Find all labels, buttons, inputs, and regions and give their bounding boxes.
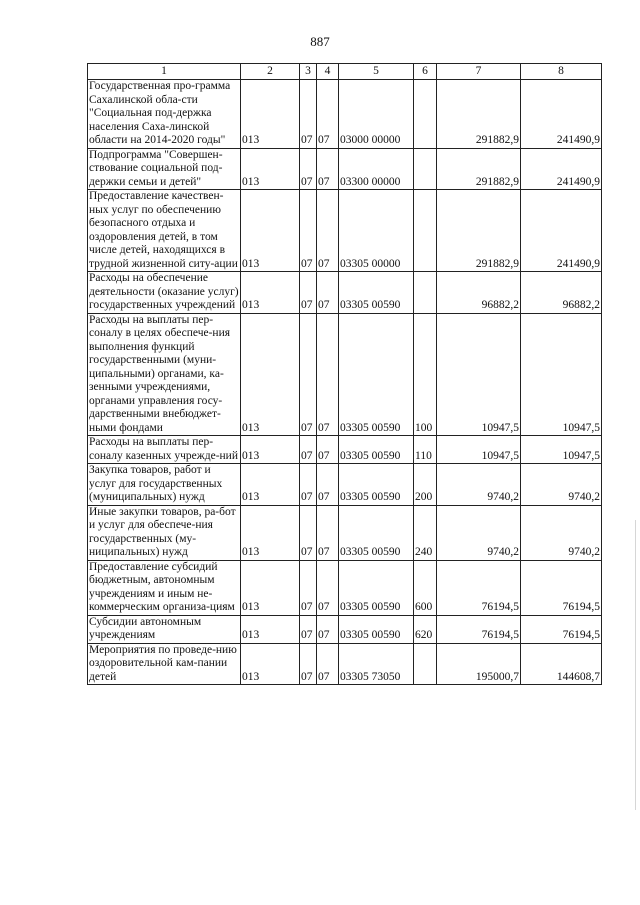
row-amount-2: 241490,9 <box>521 190 602 272</box>
row-admin-code: 013 <box>241 148 300 190</box>
row-amount-1: 9740,2 <box>437 464 521 506</box>
row-expense-type <box>414 80 437 149</box>
budget-table <box>87 63 602 685</box>
row-amount-2: 241490,9 <box>521 80 602 149</box>
col-header-3: 3 <box>300 64 317 80</box>
row-amount-1: 76194,5 <box>437 615 521 643</box>
row-expense-type: 200 <box>414 464 437 506</box>
row-amount-1: 195000,7 <box>437 643 521 685</box>
row-amount-1: 10947,5 <box>437 436 521 464</box>
row-amount-1: 96882,2 <box>437 272 521 314</box>
row-section: 07 <box>300 615 317 643</box>
row-expense-type: 620 <box>414 615 437 643</box>
row-amount-1: 76194,5 <box>437 560 521 615</box>
row-amount-2: 10947,5 <box>521 436 602 464</box>
row-section: 07 <box>300 80 317 149</box>
row-admin-code: 013 <box>241 190 300 272</box>
table-row <box>88 272 602 314</box>
row-section: 07 <box>300 643 317 685</box>
row-amount-2: 76194,5 <box>521 560 602 615</box>
col-header-8: 8 <box>521 64 602 80</box>
row-expense-type: 110 <box>414 436 437 464</box>
row-amount-2: 96882,2 <box>521 272 602 314</box>
col-header-4: 4 <box>317 64 339 80</box>
row-subsection: 07 <box>317 313 339 436</box>
row-name: Иные закупки товаров, ра-бот и услуг для обеспече-ния государственных (му-ниципальных) нужд <box>88 505 241 560</box>
row-admin-code: 013 <box>241 643 300 685</box>
row-name: Подпрограмма "Совершен-ствование социальной под-держки семьи и детей" <box>88 148 241 190</box>
header-row <box>88 64 602 80</box>
col-header-7: 7 <box>437 64 521 80</box>
row-subsection: 07 <box>317 436 339 464</box>
row-subsection: 07 <box>317 560 339 615</box>
row-target-article: 03305 00000 <box>339 190 414 272</box>
row-name: Предоставление субсидий бюджетным, автономным учреждениям и иным не-коммерческим организа-циям <box>88 560 241 615</box>
row-target-article: 03305 00590 <box>339 313 414 436</box>
scan-edge-mark <box>635 520 636 810</box>
row-target-article: 03305 00590 <box>339 464 414 506</box>
row-name: Субсидии автономным учреждениям <box>88 615 241 643</box>
row-section: 07 <box>300 560 317 615</box>
table-row <box>88 148 602 190</box>
row-target-article: 03305 00590 <box>339 560 414 615</box>
row-subsection: 07 <box>317 464 339 506</box>
row-target-article: 03300 00000 <box>339 148 414 190</box>
row-amount-2: 144608,7 <box>521 643 602 685</box>
row-amount-2: 241490,9 <box>521 148 602 190</box>
table-row <box>88 505 602 560</box>
row-target-article: 03000 00000 <box>339 80 414 149</box>
table-row <box>88 464 602 506</box>
row-expense-type: 240 <box>414 505 437 560</box>
row-subsection: 07 <box>317 272 339 314</box>
row-subsection: 07 <box>317 80 339 149</box>
row-name: Государственная про-грамма Сахалинской обла-сти "Социальная под-держка населения Саха-линской области на 2014-2020 годы" <box>88 80 241 149</box>
row-amount-2: 9740,2 <box>521 464 602 506</box>
row-expense-type <box>414 148 437 190</box>
table-row <box>88 615 602 643</box>
row-name: Закупка товаров, работ и услуг для государственных (муниципальных) нужд <box>88 464 241 506</box>
row-admin-code: 013 <box>241 272 300 314</box>
row-amount-2: 76194,5 <box>521 615 602 643</box>
row-name: Предоставление качествен-ных услуг по обеспечению безопасного отдыха и оздоровления детей, в том числе детей, находящихся в трудной жизненной ситу-ации <box>88 190 241 272</box>
row-amount-1: 291882,9 <box>437 148 521 190</box>
row-target-article: 03305 00590 <box>339 436 414 464</box>
row-expense-type <box>414 272 437 314</box>
row-subsection: 07 <box>317 190 339 272</box>
row-amount-1: 291882,9 <box>437 190 521 272</box>
row-target-article: 03305 00590 <box>339 272 414 314</box>
row-admin-code: 013 <box>241 615 300 643</box>
row-section: 07 <box>300 464 317 506</box>
row-amount-1: 291882,9 <box>437 80 521 149</box>
col-header-2: 2 <box>241 64 300 80</box>
row-subsection: 07 <box>317 615 339 643</box>
row-admin-code: 013 <box>241 464 300 506</box>
row-section: 07 <box>300 272 317 314</box>
row-admin-code: 013 <box>241 505 300 560</box>
row-expense-type <box>414 190 437 272</box>
row-admin-code: 013 <box>241 436 300 464</box>
row-amount-2: 9740,2 <box>521 505 602 560</box>
row-amount-1: 9740,2 <box>437 505 521 560</box>
row-admin-code: 013 <box>241 313 300 436</box>
row-name: Мероприятия по проведе-нию оздоровительной кам-пании детей <box>88 643 241 685</box>
page-number: 887 <box>310 34 330 49</box>
row-section: 07 <box>300 190 317 272</box>
row-expense-type: 600 <box>414 560 437 615</box>
row-target-article: 03305 73050 <box>339 643 414 685</box>
row-name: Расходы на выплаты пер-соналу казенных учрежде-ний <box>88 436 241 464</box>
table-row <box>88 643 602 685</box>
row-expense-type <box>414 643 437 685</box>
row-section: 07 <box>300 436 317 464</box>
row-subsection: 07 <box>317 148 339 190</box>
table-row <box>88 560 602 615</box>
row-subsection: 07 <box>317 643 339 685</box>
col-header-5: 5 <box>339 64 414 80</box>
row-subsection: 07 <box>317 505 339 560</box>
table-row <box>88 190 602 272</box>
col-header-6: 6 <box>414 64 437 80</box>
table-row <box>88 436 602 464</box>
row-name: Расходы на обеспечение деятельности (оказание услуг) государственных учреждений <box>89 272 239 311</box>
table-row <box>88 80 602 149</box>
row-expense-type: 100 <box>414 313 437 436</box>
row-target-article: 03305 00590 <box>339 615 414 643</box>
row-admin-code: 013 <box>241 80 300 149</box>
row-section: 07 <box>300 148 317 190</box>
row-amount-1: 10947,5 <box>437 313 521 436</box>
row-section: 07 <box>300 313 317 436</box>
col-header-1: 1 <box>88 64 241 80</box>
row-admin-code: 013 <box>241 560 300 615</box>
row-section: 07 <box>300 505 317 560</box>
row-name: Расходы на выплаты пер-соналу в целях обеспече-ния выполнения функций государственными (муни-ципальными) органами, ка-зенными учреждениями, органами управления госу-дарственными внебюджет-ными фондами <box>88 313 241 436</box>
row-amount-2: 10947,5 <box>521 313 602 436</box>
row-target-article: 03305 00590 <box>339 505 414 560</box>
table-row <box>88 313 602 436</box>
